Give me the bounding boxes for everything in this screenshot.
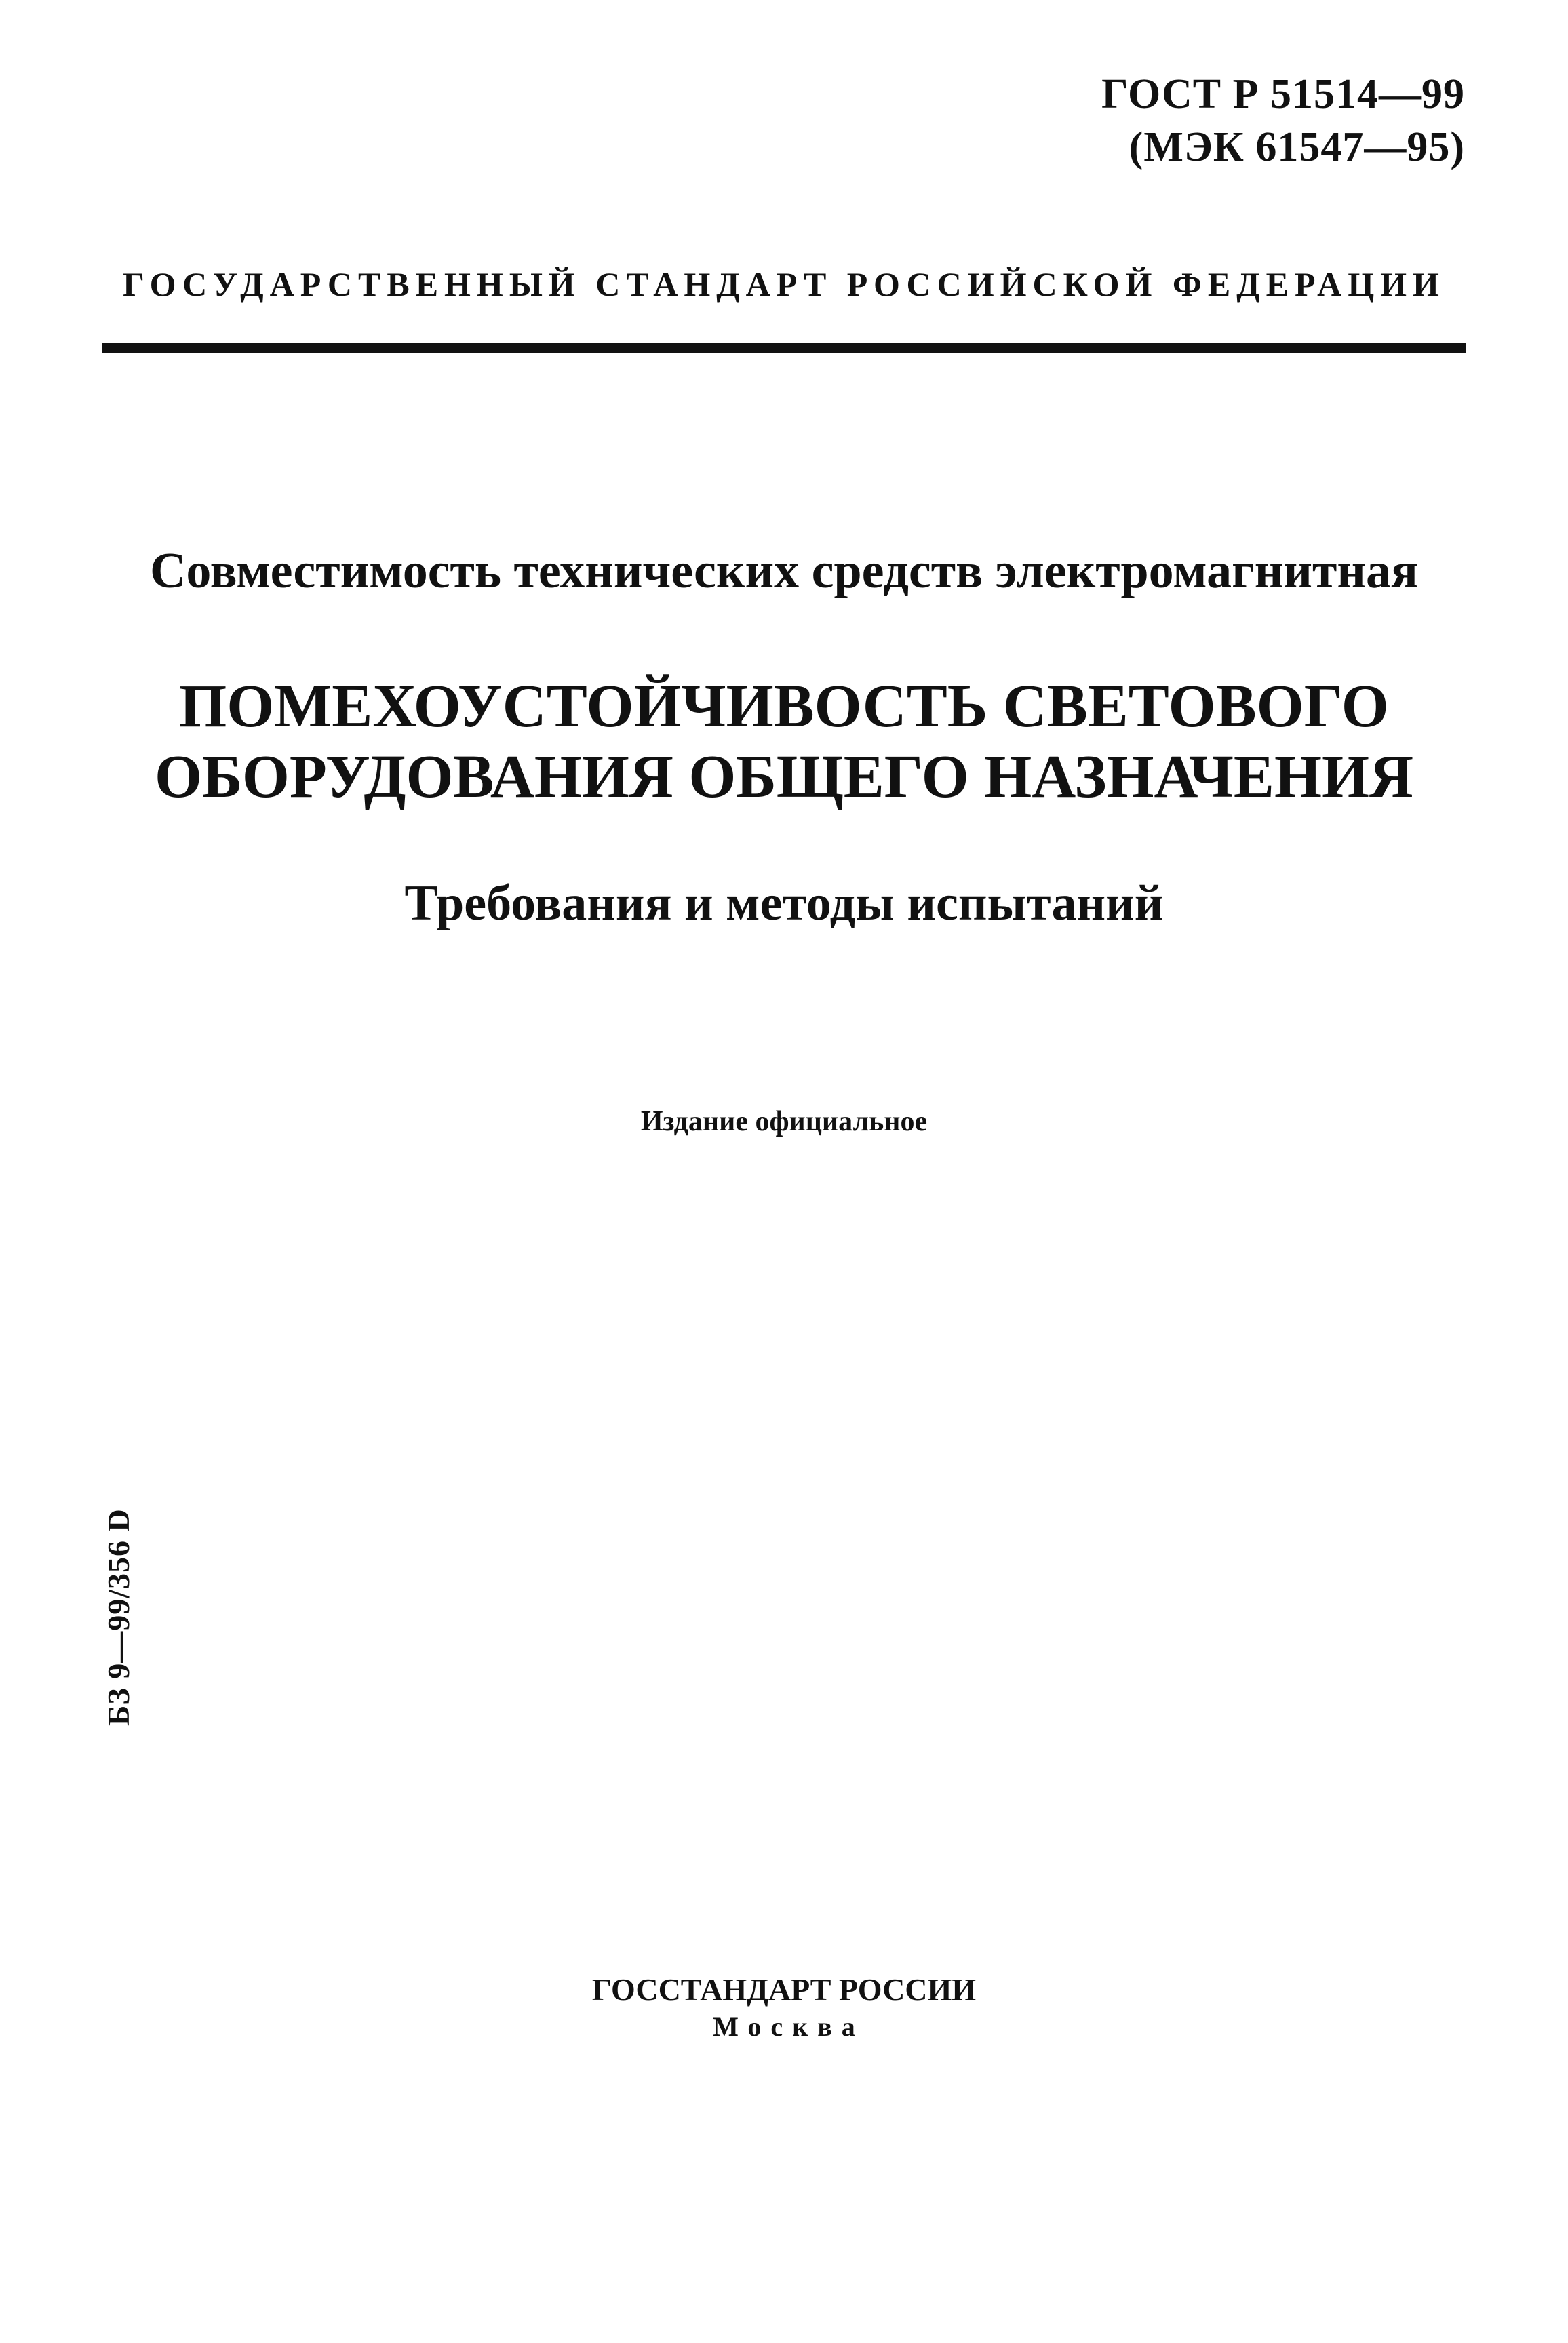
side-catalog-code: БЗ 9—99/356 D (101, 1508, 136, 1726)
subtitle: Требования и методы испытаний (404, 875, 1164, 931)
main-title-line-1: ПОМЕХОУСТОЙЧИВОСТЬ СВЕТОВОГО (179, 673, 1389, 740)
edition-note: Издание официальное (640, 1106, 928, 1137)
iec-equivalent-number: (МЭК 61547—95) (1129, 124, 1465, 170)
general-title: Совместимость технических средств электромагнитная (149, 543, 1419, 599)
standard-designation (1101, 68, 1465, 174)
publisher-block (0, 1970, 1568, 2045)
publisher-city: Москва (713, 2011, 865, 2042)
main-title (0, 671, 1568, 812)
publisher-name: ГОССТАНДАРТ РОССИИ (591, 1972, 977, 2007)
header-divider-rule (102, 343, 1466, 353)
state-standard-header: ГОСУДАРСТВЕННЫЙ СТАНДАРТ РОССИЙСКОЙ ФЕДЕРАЦИИ (123, 265, 1445, 303)
main-title-line-2: ОБОРУДОВАНИЯ ОБЩЕГО НАЗНАЧЕНИЯ (155, 743, 1413, 810)
standard-number: ГОСТ Р 51514—99 (1101, 71, 1465, 117)
